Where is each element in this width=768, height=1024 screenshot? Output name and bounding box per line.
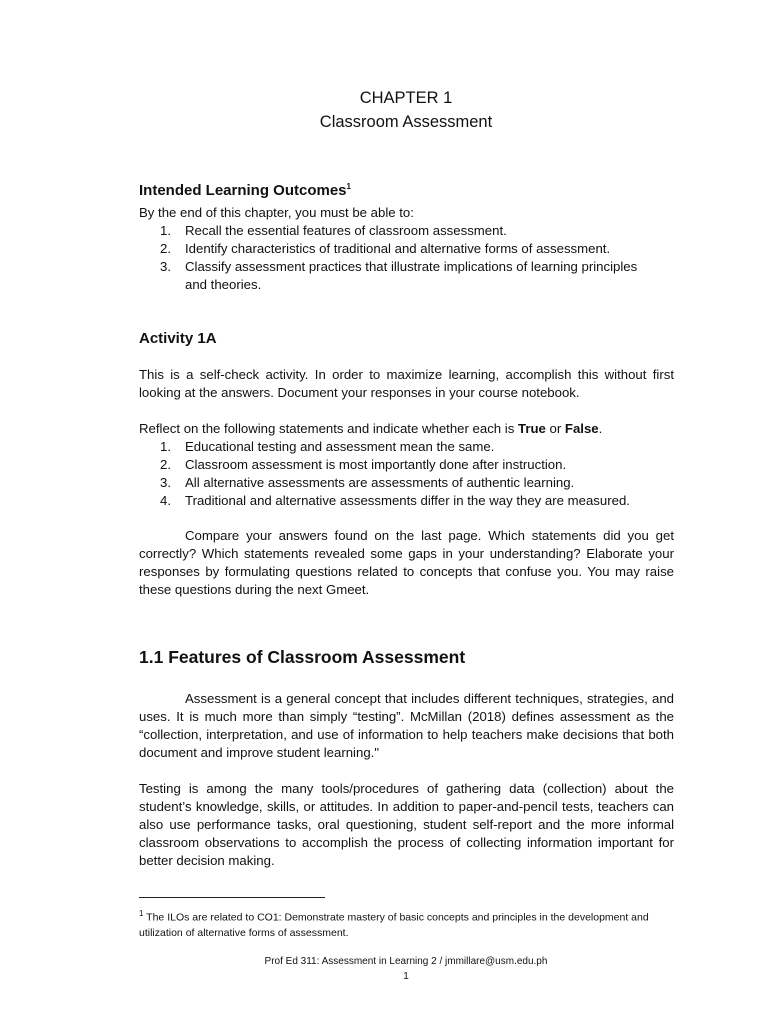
list-item-text: Classroom assessment is most importantly done after instruction.	[185, 457, 567, 472]
footer-course: Prof Ed 311: Assessment in Learning 2 / jmmillare@usm.edu.ph	[264, 956, 548, 967]
outcomes-intro: By the end of this chapter, you must be able to:	[139, 205, 414, 220]
chapter-number: CHAPTER 1	[359, 89, 453, 107]
list-item-text: Identify characteristics of traditional and alternative forms of assessment.	[185, 241, 611, 256]
list-item	[160, 456, 720, 474]
list-item-text: Educational testing and assessment mean the same.	[185, 439, 495, 454]
section-heading: 1.1 Features of Classroom Assessment	[139, 647, 466, 667]
section-paragraph-1: Assessment is a general concept that includes different techniques, strategies, and uses. It is much more than simply “testing”. McMillan (2018) defines assessment as the “collection, interpretation, and use of information to help teachers make decisions that both document and improve student learning."	[139, 691, 674, 760]
list-item	[160, 258, 720, 294]
list-item-number: 4.	[160, 493, 171, 508]
list-item	[160, 492, 720, 510]
reflect-suffix: .	[598, 421, 603, 436]
activity-compare: Compare your answers found on the last page. Which statements did you get correctly? Which statements revealed some gaps in your understanding? Elaborate your responses by formulating questions related to concepts that confuse you. You may raise these questions during the next Gmeet.	[139, 528, 674, 597]
outcomes-heading	[139, 182, 351, 199]
list-item-text: All alternative assessments are assessments of authentic learning.	[185, 475, 575, 490]
list-item-number: 3.	[160, 259, 171, 274]
list-item-number: 1.	[160, 439, 171, 454]
outcomes-list	[139, 222, 720, 294]
footnote-text: The ILOs are related to CO1: Demonstrate mastery of basic concepts and principles in the development and utilization of alternative forms of assessment.	[139, 911, 649, 939]
chapter-title: Classroom Assessment	[319, 113, 493, 131]
section-paragraph-2: Testing is among the many tools/procedures of gathering data (collection) about the student’s knowledge, skills, or attitudes. In addition to paper-and-pencil tests, teachers can also use performance tasks, oral questioning, student self-report and the more informal classroom observations to accomplish the process of collecting information important for better decision making.	[139, 781, 674, 868]
reflect-or: or	[545, 421, 565, 436]
activity-list	[139, 438, 720, 510]
list-item-text: Traditional and alternative assessments differ in the way they are measured.	[185, 493, 630, 508]
activity-intro: This is a self-check activity. In order to maximize learning, accomplish this without first looking at the answers. Document your responses in your course notebook.	[139, 367, 674, 400]
activity-reflect	[139, 420, 674, 438]
list-item-number: 1.	[160, 223, 171, 238]
list-item	[160, 240, 720, 258]
footnote-ref: 1	[346, 182, 351, 191]
page-number: 1	[403, 971, 409, 982]
list-item-text: Recall the essential features of classroom assessment.	[185, 223, 507, 238]
reflect-prefix: Reflect on the following statements and indicate whether each is	[139, 421, 518, 436]
outcomes-heading-text: Intended Learning Outcomes	[139, 182, 347, 199]
reflect-false: False	[564, 421, 599, 436]
list-item	[160, 474, 720, 492]
footnote	[139, 906, 674, 941]
list-item	[160, 222, 720, 240]
list-item-text: Classify assessment practices that illustrate implications of learning principles and theories.	[185, 259, 638, 292]
reflect-true: True	[518, 421, 546, 436]
footnote-marker: 1	[139, 909, 144, 918]
list-item-number: 2.	[160, 457, 171, 472]
list-item-number: 2.	[160, 241, 171, 256]
activity-heading: Activity 1A	[139, 330, 217, 347]
list-item	[160, 438, 720, 456]
footnote-divider	[139, 897, 325, 898]
list-item-number: 3.	[160, 475, 171, 490]
